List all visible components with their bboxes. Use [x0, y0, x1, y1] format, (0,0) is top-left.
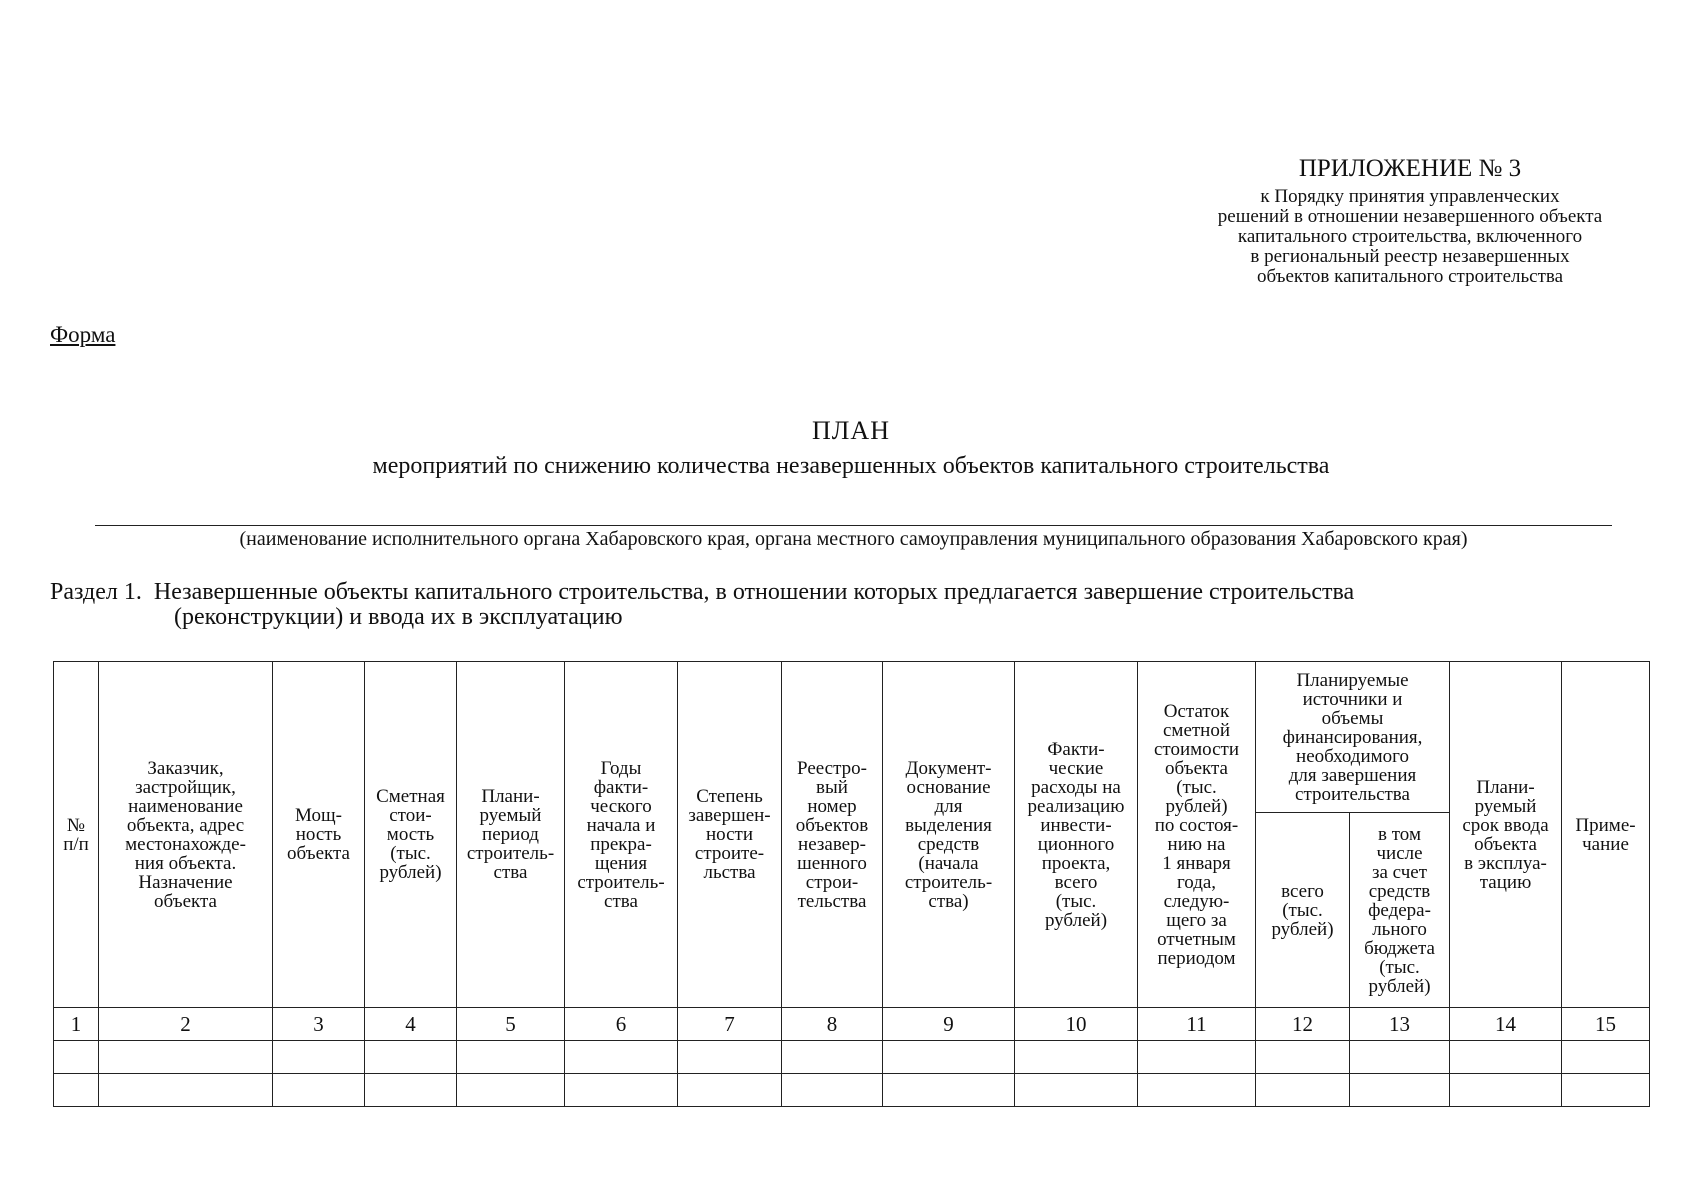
header-text: Мощ- ность объекта — [287, 805, 350, 864]
section-heading — [50, 580, 1653, 630]
header-group-cell — [1256, 662, 1450, 813]
column-number: 10 — [1015, 1008, 1138, 1041]
table-cell[interactable] — [883, 1041, 1015, 1074]
table-cell[interactable] — [99, 1041, 273, 1074]
column-number: 8 — [782, 1008, 883, 1041]
column-number: 11 — [1138, 1008, 1256, 1041]
column-number: 1 — [54, 1008, 99, 1041]
org-name-caption: (наименование исполнительного органа Хабаровского края, органа местного самоуправления муниципального образования Хабаровского края) — [239, 528, 1468, 550]
table-row — [54, 1074, 1650, 1107]
form-label: Форма — [50, 322, 116, 347]
plan-table — [53, 661, 1650, 1107]
column-number: 9 — [883, 1008, 1015, 1041]
column-number: 7 — [678, 1008, 782, 1041]
header-text: Планируемые источники и объемы финансирования, необходимого для завершения строительства — [1282, 669, 1423, 805]
table-cell[interactable] — [782, 1074, 883, 1107]
table-cell[interactable] — [678, 1074, 782, 1107]
column-number: 13 — [1350, 1008, 1450, 1041]
appendix-title: ПРИЛОЖЕНИЕ № 3 — [1298, 155, 1522, 182]
table-cell[interactable] — [54, 1074, 99, 1107]
header-cell — [565, 662, 678, 1008]
header-text: в том числе за счет средств федера- льного бюджета (тыс. рублей) — [1364, 823, 1435, 997]
table-cell[interactable] — [1350, 1074, 1450, 1107]
appendix-line: к Порядку принятия управленческих — [1260, 186, 1560, 207]
table-cell[interactable] — [1256, 1074, 1350, 1107]
appendix-block — [1140, 155, 1680, 287]
header-cell — [1562, 662, 1650, 1008]
header-cell — [273, 662, 365, 1008]
table-cell[interactable] — [565, 1041, 678, 1074]
column-number: 5 — [457, 1008, 565, 1041]
table-row — [54, 1041, 1650, 1074]
header-cell — [54, 662, 99, 1008]
table-cell[interactable] — [782, 1041, 883, 1074]
header-cell — [678, 662, 782, 1008]
table-cell[interactable] — [565, 1074, 678, 1107]
column-number: 15 — [1562, 1008, 1650, 1041]
appendix-line: капитального строительства, включенного — [1237, 226, 1583, 247]
header-cell — [1350, 813, 1450, 1008]
section-text: Незавершенные объекты капитального строительства, в отношении которых предлагается завершение строительства — [153, 579, 1355, 605]
header-text: Сметная стои- мость (тыс. рублей) — [376, 786, 445, 883]
header-text: всего (тыс. рублей) — [1271, 880, 1334, 940]
header-cell — [365, 662, 457, 1008]
table-cell[interactable] — [1138, 1041, 1256, 1074]
table-cell[interactable] — [1350, 1041, 1450, 1074]
header-cell — [457, 662, 565, 1008]
column-number: 14 — [1450, 1008, 1562, 1041]
column-number: 4 — [365, 1008, 457, 1041]
header-text: Годы факти- ческого начала и прекра- щения строитель- ства — [577, 757, 665, 912]
header-text: № п/п — [63, 814, 89, 855]
plan-title: ПЛАН — [812, 416, 890, 445]
header-text: Степень завершен- ности строите- льства — [688, 786, 771, 883]
table-cell[interactable] — [365, 1074, 457, 1107]
column-number: 2 — [99, 1008, 273, 1041]
header-cell — [1138, 662, 1256, 1008]
table-cell[interactable] — [1562, 1041, 1650, 1074]
table-cell[interactable] — [1450, 1074, 1562, 1107]
table-cell[interactable] — [1015, 1074, 1138, 1107]
table-cell[interactable] — [1562, 1074, 1650, 1107]
appendix-line: решений в отношении незавершенного объекта — [1217, 206, 1603, 227]
header-text: Приме- чание — [1575, 814, 1636, 855]
header-cell — [1015, 662, 1138, 1008]
header-text: Заказчик, застройщик, наименование объекта, адрес местонахожде- ния объекта. Назначение объекта — [125, 757, 246, 912]
table-cell[interactable] — [678, 1041, 782, 1074]
header-cell — [782, 662, 883, 1008]
plan-subtitle: мероприятий по снижению количества незавершенных объектов капитального строительства — [372, 453, 1330, 479]
table-cell[interactable] — [457, 1074, 565, 1107]
table-cell[interactable] — [1450, 1041, 1562, 1074]
header-text: Плани- руемый срок ввода объекта в эксплуа- тацию — [1462, 776, 1549, 893]
table-cell[interactable] — [273, 1041, 365, 1074]
section-label: Раздел 1. — [50, 579, 142, 605]
header-text: Плани- руемый период строитель- ства — [466, 786, 555, 883]
section-text-continuation: (реконструкции) и ввода их в эксплуатацию — [174, 604, 623, 630]
table-cell[interactable] — [273, 1074, 365, 1107]
header-text: Реестро- вый номер объектов незавер- шенного строи- тельства — [795, 757, 869, 912]
table-cell[interactable] — [1015, 1041, 1138, 1074]
header-cell — [1256, 813, 1350, 1008]
column-number: 12 — [1256, 1008, 1350, 1041]
table-cell[interactable] — [457, 1041, 565, 1074]
table-cell[interactable] — [99, 1074, 273, 1107]
appendix-line: объектов капитального строительства — [1256, 266, 1564, 287]
header-text: Остаток сметной стоимости объекта (тыс. рублей) по состоя- нию на 1 января года, следую- щего за отчетным периодом — [1153, 700, 1240, 969]
table-cell[interactable] — [1256, 1041, 1350, 1074]
appendix-line: в региональный реестр незавершенных — [1250, 246, 1570, 267]
table-cell[interactable] — [883, 1074, 1015, 1107]
header-text: Документ- основание для выделения средств (начала строитель- ства) — [904, 757, 993, 912]
table-cell[interactable] — [365, 1041, 457, 1074]
column-number-row — [54, 1008, 1650, 1041]
header-text: Факти- ческие расходы на реализацию инвести- ционного проекта, всего (тыс. рублей) — [1027, 738, 1125, 931]
header-cell — [1450, 662, 1562, 1008]
column-number: 6 — [565, 1008, 678, 1041]
table-cell[interactable] — [54, 1041, 99, 1074]
column-number: 3 — [273, 1008, 365, 1041]
header-cell — [99, 662, 273, 1008]
org-name-fill-line[interactable] — [95, 525, 1612, 526]
table-cell[interactable] — [1138, 1074, 1256, 1107]
header-cell — [883, 662, 1015, 1008]
